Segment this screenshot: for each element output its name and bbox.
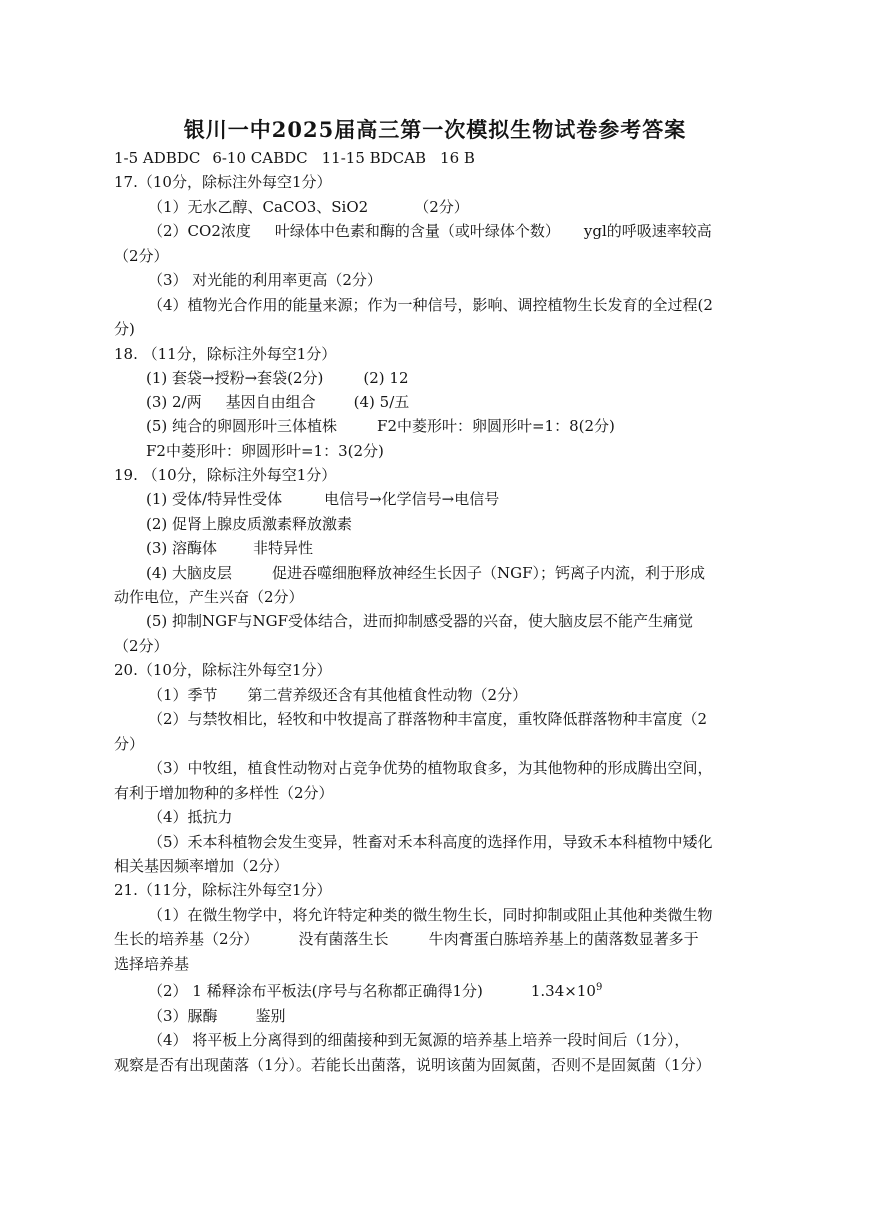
q17-answer-3: （3） 对光能的利用率更高（2分） bbox=[148, 271, 382, 289]
q18-heading: 18. （11分，除标注外每空1分） bbox=[114, 345, 337, 363]
q18-3-text-b: 基因自由组合 bbox=[225, 393, 316, 411]
q21-heading: 21.（11分，除标注外每空1分） bbox=[114, 881, 332, 899]
q20-answer-5: （5）禾本科植物会发生变异，牲畜对禾本科高度的选择作用，导致禾本科植物中矮化 bbox=[148, 833, 713, 851]
q19-answer-1 bbox=[146, 489, 499, 509]
q19-answer-3 bbox=[146, 538, 313, 558]
q21-answer-1-end: 选择培养基 bbox=[114, 955, 190, 973]
mc-answers bbox=[114, 148, 475, 168]
page-title: 银川一中2025届高三第一次模拟生物试卷参考答案 bbox=[183, 117, 687, 142]
q18-5-text-a: (5) 纯合的卵圆形叶三体植株 bbox=[146, 417, 338, 435]
q18-1-text: (1) 套袋→授粉→套袋(2分) bbox=[146, 369, 324, 387]
q21-2-value: 1.34×10 bbox=[530, 982, 596, 1000]
q20-heading: 20.（10分，除标注外每空1分） bbox=[114, 661, 332, 679]
q18-answer-5-cont: F2中菱形叶：卵圆形叶=1：3(2分) bbox=[146, 442, 384, 460]
q21-2-text-a: （2） 1 稀释涂布平板法(序号与名称都正确得1分) bbox=[148, 982, 483, 1000]
q20-1-text-b: 第二营养级还含有其他植食性动物（2分） bbox=[247, 686, 528, 704]
q17-2-text-c: ygl的呼吸速率较高 bbox=[583, 222, 712, 240]
q20-answer-3: （3）中牧组，植食性动物对占竞争优势的植物取食多，为其他物种的形成腾出空间， bbox=[148, 759, 713, 777]
q17-heading: 17.（10分，除标注外每空1分） bbox=[114, 173, 332, 191]
q19-3-text-b: 非特异性 bbox=[253, 539, 314, 557]
q21-answer-3 bbox=[148, 1006, 286, 1026]
q17-1-text: （1）无水乙醇、CaCO3、SiO2 bbox=[148, 198, 369, 216]
mc-6-10: 6-10 CABDC bbox=[212, 149, 308, 167]
q21-3-text-a: （3）脲酶 bbox=[148, 1007, 218, 1025]
q21-answer-4: （4） 将平板上分离得到的细菌接种到无氮源的培养基上培养一段时间后（1分）， bbox=[148, 1031, 690, 1049]
q17-2-text-b: 叶绿体中色素和酶的含量（或叶绿体个数） bbox=[274, 222, 560, 240]
q18-answer-5 bbox=[146, 416, 615, 436]
q19-1-text-a: (1) 受体/特异性受体 bbox=[146, 490, 283, 508]
mc-11-15: 11-15 BDCAB bbox=[321, 149, 427, 167]
q19-answer-4 bbox=[146, 563, 705, 583]
q19-4-text-a: (4) 大脑皮层 bbox=[146, 564, 233, 582]
q21-2-exponent: 9 bbox=[595, 982, 603, 993]
q21-answer-1: （1）在微生物学中，将允许特定种类的微生物生长，同时抑制或阻止其他种类微生物 bbox=[148, 906, 713, 924]
q19-3-text-a: (3) 溶酶体 bbox=[146, 539, 218, 557]
mc-16: 16 B bbox=[440, 149, 475, 167]
q17-2-text-a: （2）CO2浓度 bbox=[148, 222, 251, 240]
q21-1-text-d: 牛肉膏蛋白胨培养基上的菌落数显著多于 bbox=[428, 930, 699, 948]
q19-heading: 19. （10分，除标注外每空1分） bbox=[114, 466, 337, 484]
q17-answer-4: （4）植物光合作用的能量来源；作为一种信号，影响、调控植物生长发育的全过程(2 bbox=[148, 296, 713, 314]
q19-answer-2: (2) 促肾上腺皮质激素释放激素 bbox=[146, 515, 353, 533]
q18-3-text-a: (3) 2/两 bbox=[146, 393, 202, 411]
q17-1-score: （2分） bbox=[414, 198, 469, 216]
q17-answer-1 bbox=[148, 197, 469, 217]
q20-answer-3-cont: 有利于增加物种的多样性（2分） bbox=[114, 784, 334, 802]
q18-4-text: (4) 5/五 bbox=[353, 393, 410, 411]
q20-answer-5-cont: 相关基因频率增加（2分） bbox=[114, 857, 289, 875]
q21-answer-4-cont: 观察是否有出现菌落（1分）。若能长出菌落，说明该菌为固氮菌，否则不是固氮菌（1分） bbox=[114, 1056, 711, 1074]
q18-answer-3-4 bbox=[146, 392, 409, 412]
q19-4-text-b: 促进吞噬细胞释放神经生长因子（NGF）；钙离子内流，利于形成 bbox=[272, 564, 706, 582]
q21-3-text-b: 鉴别 bbox=[255, 1007, 286, 1025]
q21-1-text-c: 没有菌落生长 bbox=[298, 930, 389, 948]
q18-answer-1-2 bbox=[146, 368, 409, 388]
q19-answer-5-score: （2分） bbox=[114, 637, 169, 655]
q20-1-text-a: （1）季节 bbox=[148, 686, 218, 704]
q18-5-text-b: F2中菱形叶：卵圆形叶=1：8(2分) bbox=[377, 417, 615, 435]
q19-1-text-b: 电信号→化学信号→电信号 bbox=[324, 490, 500, 508]
q17-answer-4-cont: 分) bbox=[114, 320, 135, 338]
q17-answer-2 bbox=[148, 221, 712, 241]
q20-answer-1 bbox=[148, 685, 527, 705]
q20-answer-2-cont: 分） bbox=[114, 735, 145, 753]
q17-answer-2-score: （2分） bbox=[114, 247, 169, 265]
q20-answer-4: （4）抵抗力 bbox=[148, 808, 233, 826]
q19-answer-5: (5) 抑制NGF与NGF受体结合，进而抑制感受器的兴奋，使大脑皮层不能产生痛觉 bbox=[146, 612, 694, 630]
q21-answer-2 bbox=[148, 981, 602, 1001]
q21-1-text-b: 生长的培养基（2分） bbox=[114, 930, 259, 948]
mc-1-5: 1-5 ADBDC bbox=[114, 149, 201, 167]
q21-answer-1-cont bbox=[114, 929, 699, 949]
q20-answer-2: （2）与禁牧相比，轻牧和中牧提高了群落物种丰富度，重牧降低群落物种丰富度（2 bbox=[148, 710, 708, 728]
q18-2-text: (2) 12 bbox=[363, 369, 409, 387]
q19-answer-4-cont: 动作电位，产生兴奋（2分） bbox=[114, 588, 304, 606]
